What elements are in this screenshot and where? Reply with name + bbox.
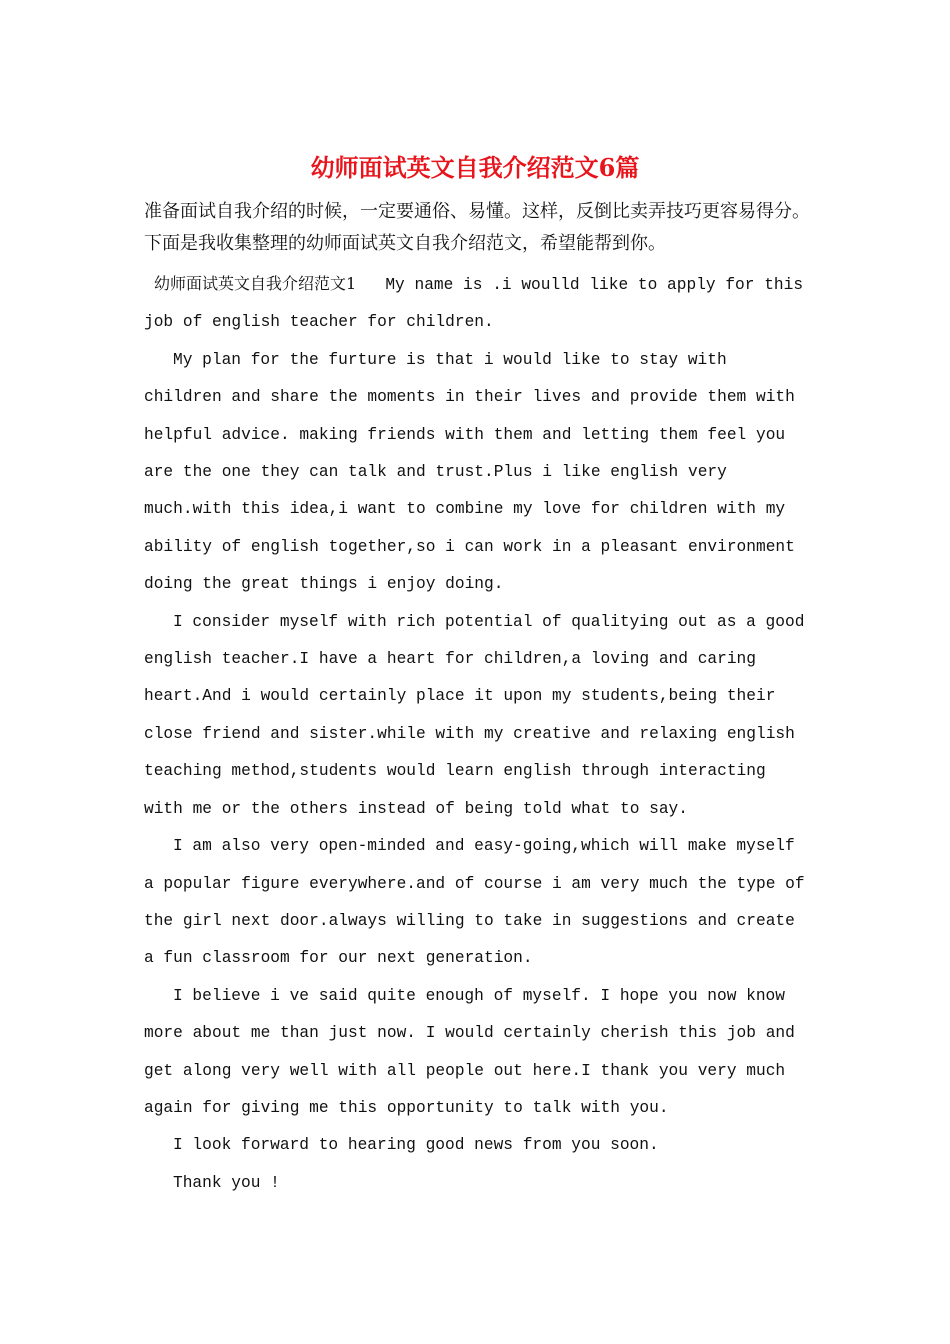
paragraph-2: My plan for the furture is that i would like to stay with children and share the moments in their lives and provide them with helpful advice. making friends with them and letting them feel you are the one they can talk and trust.Plus i like english very much.with this idea,i want to combine my love for children with my ability of english together,so i can work in a pleasant environment doing the great things i enjoy doing. [144, 350, 795, 594]
document-title: 幼师面试英文自我介绍范文6篇 [310, 153, 640, 182]
paragraph-4: I am also very open-minded and easy-going,which will make myself a popular figure everywhere.and of course i am very much the type of the girl next door.always willing to take in suggestions and create a fun classroom for our next generation. [144, 837, 805, 968]
paragraph-6: I look forward to hearing good news from you soon. [173, 1136, 659, 1155]
document-body [144, 265, 814, 1202]
section-label: 幼师面试英文自我介绍范文1 [154, 274, 357, 293]
intro-paragraph: 准备面试自我介绍的时候，一定要通俗、易懂。这样，反倒比卖弄技巧更容易得分。下面是我收集整理的幼师面试英文自我介绍范文，希望能帮到你。 [144, 201, 810, 254]
paragraph-1-text: My name is .i woulld like to apply for this job of english teacher for children. [144, 276, 804, 332]
paragraph-1 [144, 265, 814, 342]
paragraph-5: I believe i ve said quite enough of myself. I hope you now know more about me than just now. I would certainly cherish this job and get along very well with all people out here.I thank you very much again for giving me this opportunity to talk with you. [144, 986, 795, 1117]
paragraph-7: Thank you ! [173, 1173, 280, 1192]
paragraph-3: I consider myself with rich potential of qualitying out as a good english teacher.I have a heart for children,a loving and caring heart.And i would certainly place it upon my students,being their close friend and sister.while with my creative and relaxing english teaching method,students would learn english through interacting with me or the others instead of being told what to say. [144, 612, 805, 818]
